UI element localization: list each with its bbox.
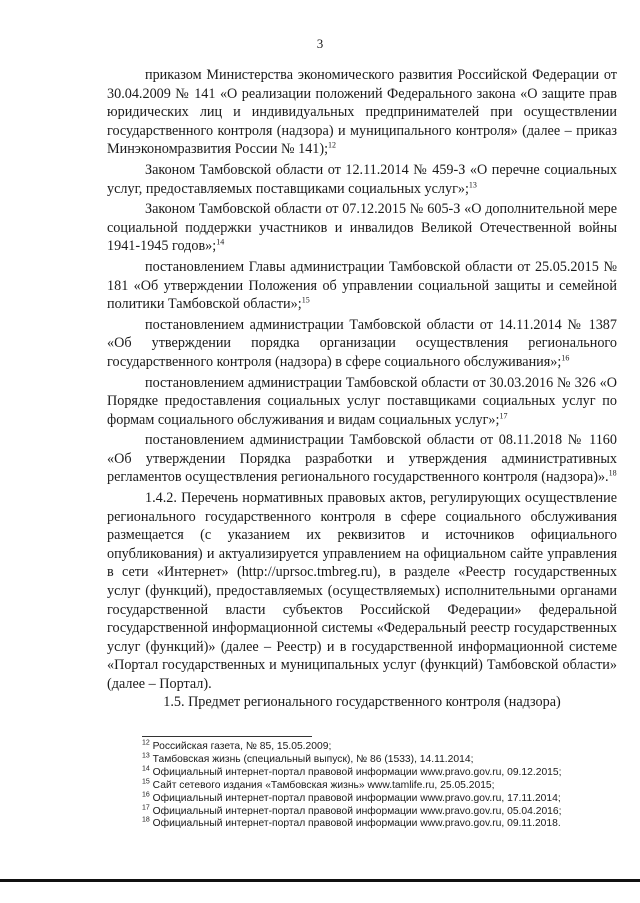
footnote-divider: [142, 736, 312, 737]
footnote-item: $^{16}$ Официальный интернет-портал правовой информации www.pravo.gov.ru, 17.11.2014;: [142, 791, 561, 804]
document-body: [107, 66, 617, 694]
footnote-ref[interactable]: 16: [561, 353, 570, 363]
footnote-ref[interactable]: 15: [301, 295, 310, 305]
paragraph-decree-181: постановлением Главы администрации Тамбовской области от 25.05.2015 № 181 «Об утверждении Положения об управлении социальной защиты и семейной политики Тамбовской области»;$^{15}$: [107, 258, 617, 313]
footnote-item: $^{14}$ Официальный интернет-портал правовой информации www.pravo.gov.ru, 09.12.2015;: [142, 765, 562, 778]
footnote-item: $^{18}$ Официальный интернет-портал правовой информации www.pravo.gov.ru, 09.11.2018.: [142, 817, 561, 830]
paragraph-1-4-2: 1.4.2. Перечень нормативных правовых актов, регулирующих осуществление регионального государственного контроля в сфере социального обслуживания размещается (с указанием их реквизитов и источников официального опубликования) и актуализируется управлением на официальном сайте управления в сети «Интернет» (http://uprsoc.tmbreg.ru), в разделе «Реестр государственных услуг (функций), предоставляемых (осуществляемых) исполнительными органами государственной власти субъектов Российской Федерации» федеральной государственной информационной системы «Федеральный реестр государственных услуг (функций)» (далее – Реестр) и в государственной информационной системе «Портал государственных и муниципальных услуг (функций) Тамбовской области» (далее – Портал).: [107, 490, 617, 692]
paragraph-law-605: Законом Тамбовской области от 07.12.2015 № 605-З «О дополнительной мере социальной поддержки участников и инвалидов Великой Отечественной войны 1941-1945 годов»;$^{14}$: [107, 201, 617, 255]
paragraph-law-459: Законом Тамбовской области от 12.11.2014 № 459-З «О перечне социальных услуг, предоставляемых поставщиками социальных услуг»;$^{13}$: [107, 161, 617, 197]
footnote-item: $^{15}$ Сайт сетевого издания «Тамбовская жизнь» www.tamlife.ru, 25.05.2015;: [142, 778, 495, 791]
paragraph-order-141: приказом Министерства экономического развития Российской Федерации от 30.04.2009 № 141 «О реализации положений Федерального закона «О защите прав юридических лиц и индивидуальных предпринимателей при осуществлении государственного контроля (надзора) и муниципального контроля» (далее – приказ Минэкономразвития России № 141);$^{12}$: [107, 67, 617, 158]
footnote-ref[interactable]: 12: [328, 140, 337, 150]
section-heading: 1.5. Предмет регионального государственного контроля (надзора): [163, 694, 561, 710]
footnote-ref[interactable]: 14: [216, 237, 225, 247]
footnotes: [142, 741, 622, 831]
footnote-item: $^{17}$ Официальный интернет-портал правовой информации www.pravo.gov.ru, 05.04.2016;: [142, 804, 562, 817]
footnote-item: $^{13}$ Тамбовская жизнь (специальный выпуск), № 86 (1533), 14.11.2014;: [142, 752, 474, 765]
footnote-item: $^{12}$ Российская газета, № 85, 15.05.2009;: [142, 739, 332, 752]
paragraph-decree-1160: постановлением администрации Тамбовской области от 08.11.2018 № 1160 «Об утверждении Порядка разработки и утверждения административных регламентов осуществления регионального государственного контроля (надзора)».$^{18}$: [107, 432, 617, 486]
page-number: 3: [316, 36, 324, 51]
scan-edge-line: [0, 879, 640, 882]
paragraph-decree-1387: постановлением администрации Тамбовской области от 14.11.2014 № 1387 «Об утверждении порядка организации осуществления регионального государственного контроля (надзора) в сфере социального обслуживания»;$^{16}$: [107, 316, 617, 370]
footnote-ref[interactable]: 13: [468, 179, 477, 189]
paragraph-decree-326: постановлением администрации Тамбовской области от 30.03.2016 № 326 «О Порядке предоставления социальных услуг поставщиками социальных услуг по формам социального обслуживания и видам социальных услуг»;$^{17}$: [107, 374, 617, 428]
footnote-ref[interactable]: 18: [608, 468, 617, 478]
footnote-ref[interactable]: 17: [499, 410, 508, 420]
